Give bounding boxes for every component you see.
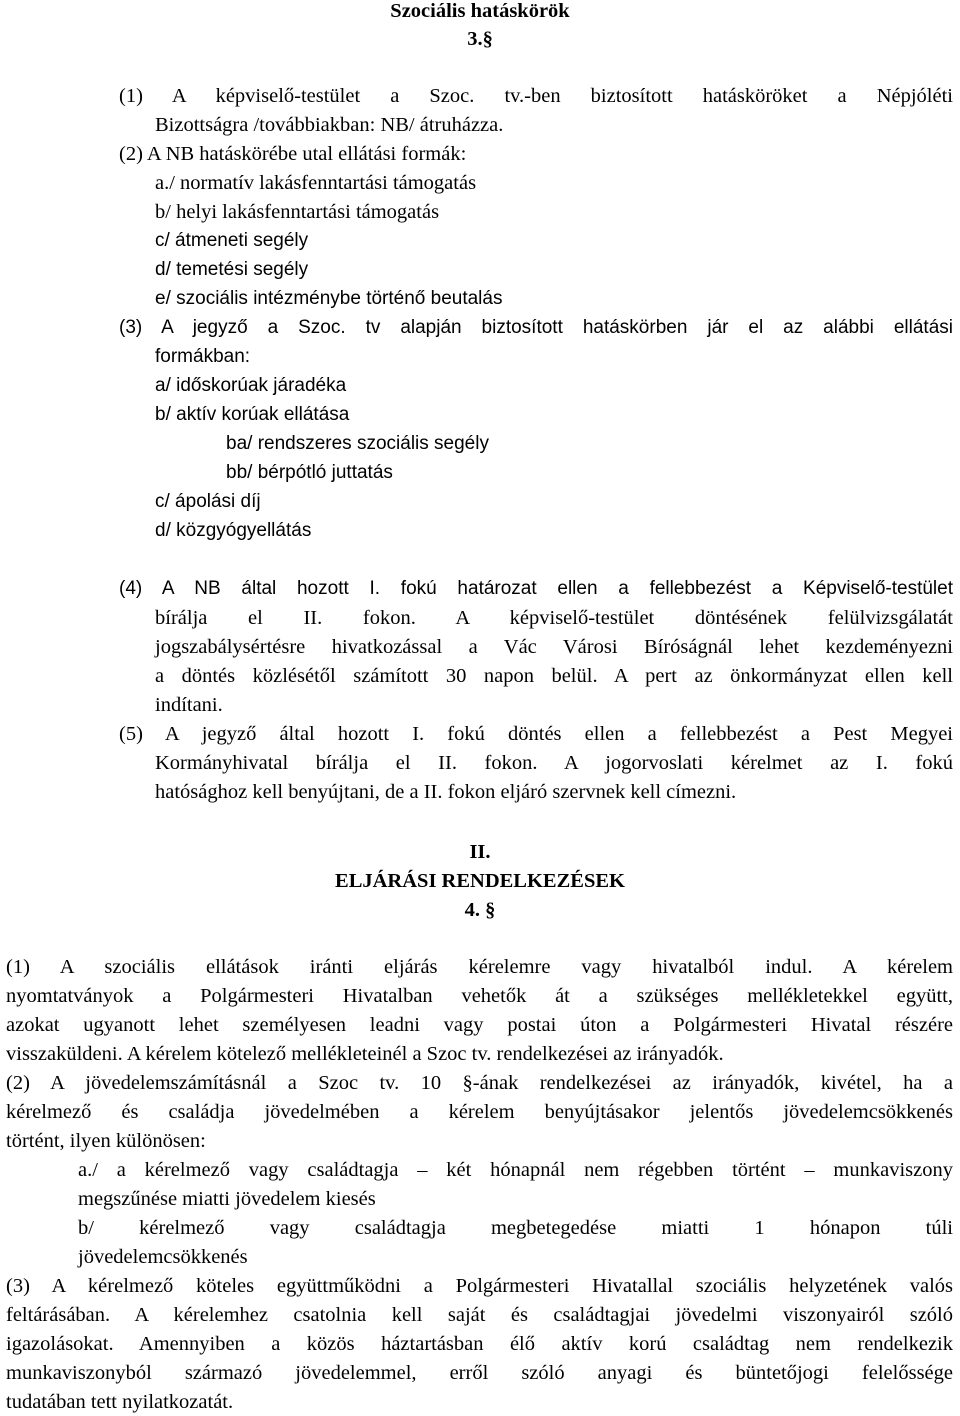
chapter-title: ELJÁRÁSI RENDELKEZÉSEK <box>335 870 625 892</box>
chapter-number: II. <box>469 841 491 863</box>
list-item: e/ szociális intézménybe történő beutalás <box>155 288 503 309</box>
paragraph-2-line-1: (2) A jövedelemszámításnál a Szoc tv. 10 §-ának rendelkezései az irányadók, kivétel, ha a <box>6 1072 953 1094</box>
list-item: a/ időskorúak járadéka <box>155 375 347 396</box>
list-item-a-line-1: a./ a kérelmező vagy családtagja – két hónapnál nem régebben történt – munkaviszony <box>78 1159 953 1181</box>
list-item: d/ temetési segély <box>155 259 309 280</box>
list-item: d/ közgyógyellátás <box>155 520 312 541</box>
paragraph-4-line-3: jogszabálysértésre hivatkozással a Vác Városi Bíróságnál lehet kezdeményezni <box>155 636 953 658</box>
paragraph-3-line-5: tudatában tett nyilatkozatát. <box>6 1391 234 1413</box>
paragraph-5-line-2: Kormányhivatal bírálja el II. fokon. A jogorvoslati kérelmet az I. fokú <box>155 752 953 774</box>
paragraph-4-line-5: indítani. <box>155 694 223 716</box>
paragraph-2-line-2: kérelmező és családja jövedelmében a kérelem benyújtásakor jelentős jövedelemcsökkenés <box>6 1101 953 1123</box>
paragraph-1-line-2: Bizottságra /továbbiakban: NB/ átruházza. <box>155 114 504 136</box>
paragraph-4-line-1: (4) A NB által hozott I. fokú határozat ellen a fellebbezést a Képviselő-testület <box>119 578 953 599</box>
sub-list-item: ba/ rendszeres szociális segély <box>226 433 489 454</box>
paragraph-1-line-2: nyomtatványok a Polgármesteri Hivatalban vehetők át a szükséges mellékletekkel együtt, <box>6 985 953 1007</box>
section-number: 3.§ <box>467 28 493 50</box>
paragraph-3-line-2: formákban: <box>155 346 251 367</box>
paragraph-5-line-3: hatósághoz kell benyújtani, de a II. fokon eljáró szervnek kell címezni. <box>155 781 737 803</box>
paragraph-3-line-3: igazolásokat. Amennyiben a közös háztartásban élő aktív korú családtag nem rendelkezik <box>6 1333 953 1355</box>
paragraph-1-line-1: (1) A képviselő-testület a Szoc. tv.-ben biztosított hatásköröket a Népjóléti <box>119 85 953 107</box>
paragraph-3-line-2: feltárásában. A kérelemhez csatolnia kell saját és családtagjai jövedelmi viszonyairól szóló <box>6 1304 953 1326</box>
list-item-a-line-2: megszűnése miatti jövedelem kiesés <box>78 1188 376 1210</box>
list-item-b-line-2: jövedelemcsökkenés <box>78 1246 248 1268</box>
paragraph-1-line-4: visszaküldeni. A kérelem kötelező mellékleteinél a Szoc tv. rendelkezései az irányadók. <box>6 1043 724 1065</box>
list-item: b/ helyi lakásfenntartási támogatás <box>155 201 440 223</box>
section-number: 4. § <box>464 899 496 921</box>
list-item: c/ átmeneti segély <box>155 230 309 251</box>
paragraph-3-line-1: (3) A jegyző a Szoc. tv alapján biztosított hatáskörben jár el az alábbi ellátási <box>119 317 953 338</box>
paragraph-1-line-1: (1) A szociális ellátások iránti eljárás kérelemre vagy hivatalból indul. A kérelem <box>6 956 953 978</box>
paragraph-2-intro: (2) A NB hatáskörébe utal ellátási formák: <box>119 143 467 165</box>
list-item-b-line-1: b/ kérelmező vagy családtagja megbetegedése miatti 1 hónapon túli <box>78 1217 953 1239</box>
list-item: a./ normatív lakásfenntartási támogatás <box>155 172 477 194</box>
sub-list-item: bb/ bérpótló juttatás <box>226 462 393 483</box>
paragraph-5-line-1: (5) A jegyző által hozott I. fokú döntés ellen a fellebbezést a Pest Megyei <box>119 723 953 745</box>
section-title: Szociális hatáskörök <box>390 0 570 22</box>
paragraph-4-line-2: bírálja el II. fokon. A képviselő-testület döntésének felülvizsgálatát <box>155 607 953 629</box>
paragraph-1-line-3: azokat ugyanott lehet személyesen leadni vagy postai úton a Polgármesteri Hivatal részére <box>6 1014 953 1036</box>
paragraph-3-line-4: munkaviszonyból származó jövedelemmel, erről szóló anyagi és büntetőjogi felelőssége <box>6 1362 953 1384</box>
paragraph-3-line-1: (3) A kérelmező köteles együttműködni a Polgármesteri Hivatallal szociális helyzetének valós <box>6 1275 953 1297</box>
list-item: b/ aktív korúak ellátása <box>155 404 350 425</box>
paragraph-2-line-3: történt, ilyen különösen: <box>6 1130 206 1152</box>
list-item: c/ ápolási díj <box>155 491 261 512</box>
paragraph-4-line-4: a döntés közlésétől számított 30 napon belül. A pert az önkormányzat ellen kell <box>155 665 953 687</box>
